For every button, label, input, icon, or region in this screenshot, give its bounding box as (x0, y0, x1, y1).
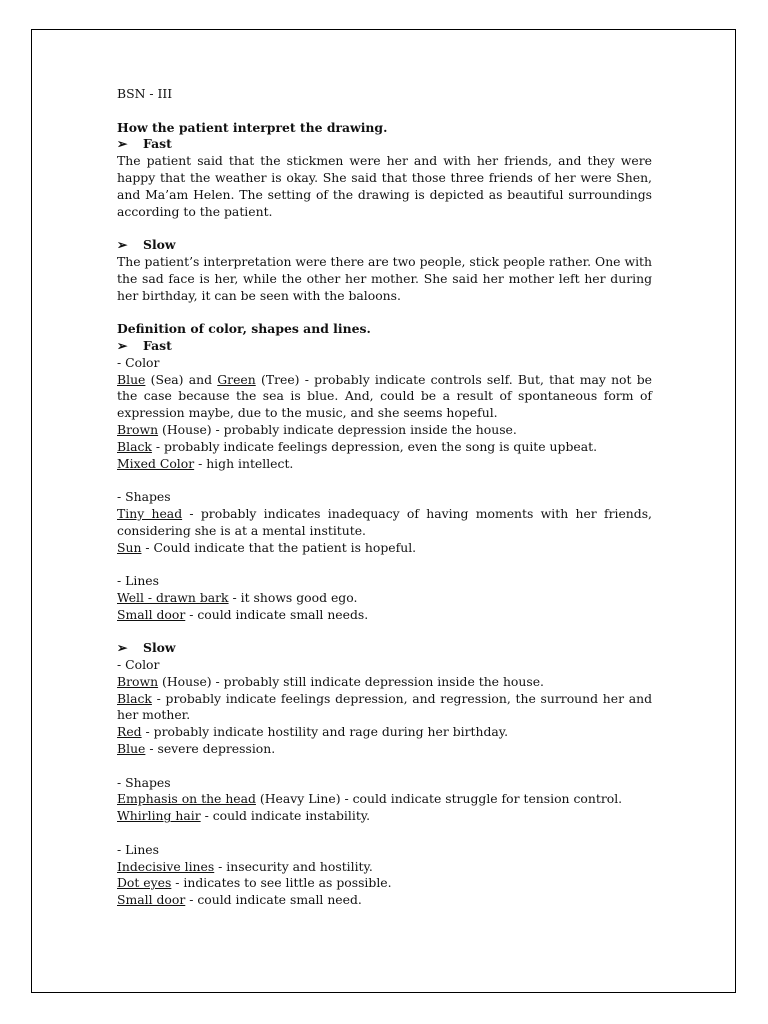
interpret-slow-text: The patient’s interpretation were there are two people, stick people rather. One with the sad face is her, while the other her mother. She said her mother left her during her birthday, it can be seen with the baloons. (117, 253, 652, 303)
interpret-heading: How the patient interpret the drawing. (117, 119, 388, 135)
slow-color-label: - Color (117, 657, 160, 673)
fast-shape-item: Tiny head - probably indicates inadequacy of having moments with her friends, considering she is at a mental institute. (117, 505, 652, 538)
fast-color-item: Mixed Color - high intellect. (117, 455, 294, 471)
interpret-slow-bullet: ➢ Slow (117, 237, 176, 253)
arrow-bullet-icon: ➢ (117, 640, 128, 656)
fast-shape-item: Sun - Could indicate that the patient is hopeful. (117, 539, 417, 555)
definition-heading: Definition of color, shapes and lines. (117, 321, 371, 337)
document-page (31, 29, 736, 993)
class-label: BSN - III (117, 86, 173, 101)
definition-slow-bullet: ➢ Slow (117, 640, 176, 656)
slow-color-item: Black - probably indicate feelings depression, and regression, the surround her and her mother. (117, 690, 652, 723)
fast-line-item: Small door - could indicate small needs. (117, 606, 369, 622)
fast-shapes-label: - Shapes (117, 489, 171, 505)
slow-color-item: Brown (House) - probably still indicate depression inside the house. (117, 673, 544, 689)
slow-shape-item: Emphasis on the head (Heavy Line) - could indicate struggle for tension control. (117, 791, 623, 807)
slow-line-item: Small door - could indicate small need. (117, 892, 362, 908)
arrow-bullet-icon: ➢ (117, 136, 128, 152)
slow-color-item: Red - probably indicate hostility and rage during her birthday. (117, 724, 509, 740)
document-content (117, 86, 652, 909)
arrow-bullet-icon: ➢ (117, 337, 128, 353)
slow-line-item: Indecisive lines - insecurity and hostility. (117, 858, 373, 874)
fast-line-item: Well - drawn bark - it shows good ego. (117, 589, 358, 605)
interpret-fast-text: The patient said that the stickmen were her and with her friends, and they were happy that the weather is okay. She said that those three friends of her were Shen, and Ma’am Helen. The setting of the drawing is depicted as beautiful surroundings according to the patient. (117, 153, 652, 219)
fast-color-item: Blue (Sea) and Green (Tree) - probably indicate controls self. But, that may not be the case because the sea is blue. And, could be a result of spontaneous form of expression maybe, due to the music, and she seems hopeful. (117, 371, 652, 421)
slow-lines-label: - Lines (117, 841, 159, 857)
fast-color-item: Black - probably indicate feelings depression, even the song is quite upbeat. (117, 438, 598, 454)
fast-color-label: - Color (117, 354, 160, 370)
definition-fast-bullet: ➢ Fast (117, 337, 172, 353)
fast-lines-label: - Lines (117, 573, 159, 589)
arrow-bullet-icon: ➢ (117, 237, 128, 253)
slow-shape-item: Whirling hair - could indicate instability. (117, 808, 371, 824)
interpret-fast-bullet: ➢ Fast (117, 136, 172, 152)
fast-color-item: Brown (House) - probably indicate depression inside the house. (117, 421, 517, 437)
slow-line-item: Dot eyes - indicates to see little as possible. (117, 875, 392, 891)
slow-shapes-label: - Shapes (117, 774, 171, 790)
slow-color-item: Blue - severe depression. (117, 741, 276, 757)
